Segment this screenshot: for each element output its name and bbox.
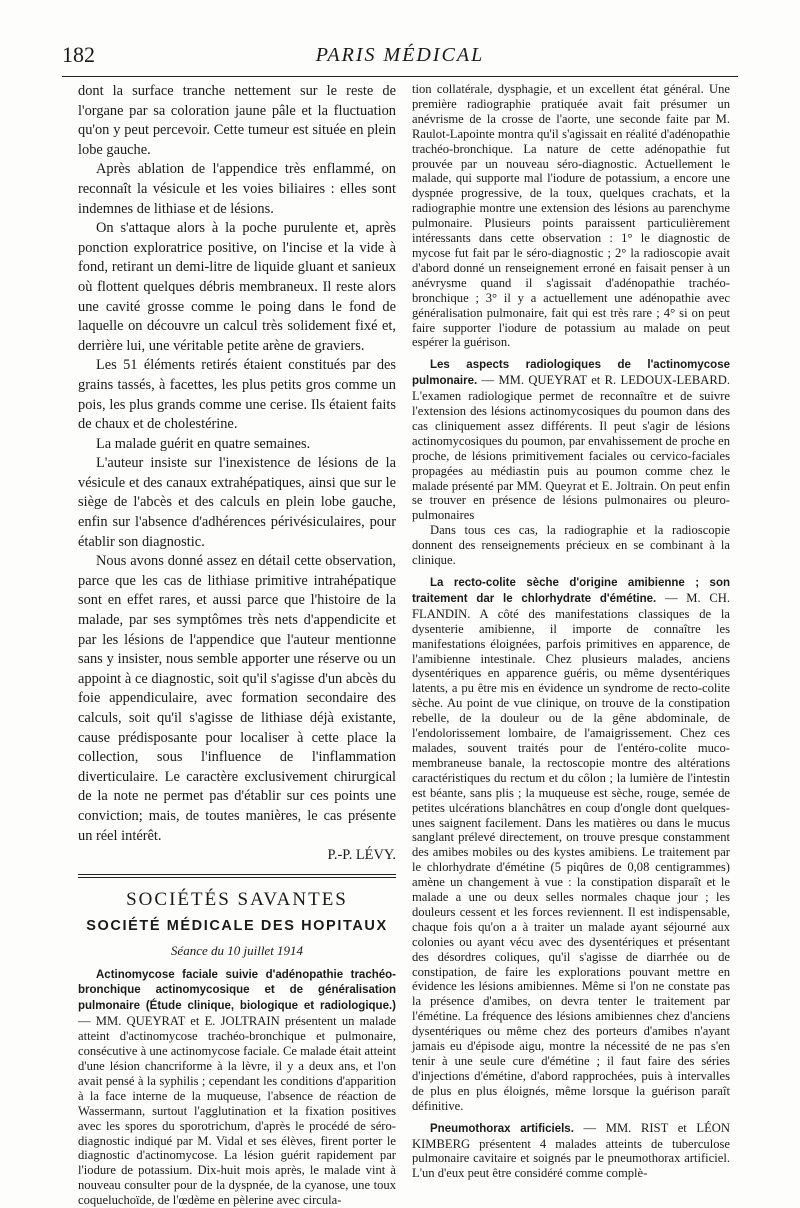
paragraph: Nous avons donné assez en détail cette observation, parce que les cas de lithiase primitive intrahépatique sont en effet rares, et aussi parce que l'histoire de la malade, par ses symptômes très nets d'appendicite et par les lésions de l'appendice que l'auteur mentionne sans y insister, nous semble apporter une réserve ou un appoint à ce diagnostic, soit qu'il s'agisse d'un abcès du foie appendiculaire, avec formation secondaire des calculs, soit qu'il s'agisse de lithiase déjà existante, cause prédisposante pour localiser à cette place la collection, sous l'influence de l'inflammation diverticulaire. Le caractère exclusivement chirurgical de la note ne permet pas d'établir sur ces points une conviction; mais, de toutes manières, le cas présente un réel intérêt. [78, 553, 396, 844]
society-heading: SOCIÉTÉ MÉDICALE DES HOPITAUX [86, 918, 388, 935]
paragraph: dont la surface tranche nettement sur le reste de l'organe par sa coloration jaune pâle et la fluctuation qu'on y peut percevoir. Cette tumeur est située en plein lobe gauche. [78, 83, 396, 158]
article-body: — MM. QUEYRAT et R. LEDOUX-LEBARD. L'examen radiologique permet de reconnaître et de suivre l'extension des lésions actinomycosiques du poumon dans des cas cliniquement assez différents. Il peut s'agir de lésions actinomycosiques du poumon, par envahissement de proche en proche, de lésions primitivement faciales ou cervico-faciales propagées au médiastin puis au poumon comme chez le malade présenté par MM. Queyrat et E. Joltrain. On peut enfin se trouver en présence de lésions pulmonaires ou pleuro-pulmonaires [412, 373, 730, 523]
article-title: Pneumothorax artificiels. [430, 1122, 574, 1135]
article [78, 967, 396, 1208]
page-number: 182 [62, 42, 95, 67]
article-body: — MM. QUEYRAT et E. JOLTRAIN présentent un malade atteint d'actinomycose trachéo-bronchique et pulmonaire, consécutive à une actinomycose faciale. Ce malade était atteint d'une lésion chancriforme à la lèvre, il y a deux ans, et l'on avait pensé à la syphilis ; cependant les conditions d'apparition à la face interne de la muqueuse, l'absence de réaction de Wassermann, surtout l'agglutination et la fixation positives avec les spores du sporotrichum, d'après le procédé de séro-diagnostic indiqué par M. Vidal et ses élèves, firent porter le diagnostic d'actinomycose. La lésion guérit rapidement par l'iodure de potassium. Dix-huit mois après, le malade vint à nouveau consulter pour de la dyspnée, de la cyanose, une toux coqueluchoïde, de l'œdème en pèlerine avec circula- [78, 1014, 396, 1208]
paragraph: Les 51 éléments retirés étaient constitués par des grains tassés, à facettes, les plus petits gros comme un pois, les plus grands comme une cerise. Ils étaient faits de chaux et de cholestérine. [78, 357, 396, 433]
article [412, 357, 730, 523]
divider [78, 874, 396, 875]
running-header [62, 40, 738, 77]
paragraph: Dans tous ces cas, la radiographie et la radioscopie donnent des renseignements précieux en se combinant à la clinique. [412, 523, 730, 568]
journal-title: PARIS MÉDICAL [315, 44, 485, 66]
paragraph: La malade guérit en quatre semaines. [96, 435, 311, 452]
paragraph: tion collatérale, dysphagie, et un excellent état général. Une première radiographie pratiquée avait fait présumer un anévrisme de la crosse de l'aorte, une seconde faite par M. Raulot-Lapointe montra qu'il s'agissait en réalité d'adénopathie trachéo-bronchique. La nature de cette adénopathie fut prouvée par un nouveau séro-diagnostic. Actuellement le malade, qui supporte mal l'iodure de potassium, a encore une dyspnée progressive, de la toux, quelques crachats, et la radiographie montre une extension des lésions au parenchyme pulmonaire. Plusieurs points paraissent particulièrement intéressants dans cette observation : 1° le diagnostic de mycose fut fait par le séro-diagnostic ; 2° la radioscopie avait d'abord donné un renseignement erroné en faisait penser à un anévrysme quand il s'agissait d'adénopathie trachéo-bronchique ; 3° il y a actuellement une adénopathie avec généralisation pulmonaire, fait qui est très rare ; 4° si on peut faire supporter l'iodure de potassium au malade on peut espérer la guérison. [412, 82, 730, 350]
article [412, 575, 730, 1114]
article-title: Les aspects radiologiques de l'actinomycose pulmonaire. [412, 359, 730, 388]
article-body: — M. CH. FLANDIN. A côté des manifestations classiques de la dysenterie amibienne, il importe de connaître les manifestations éloignées, parfois primitives en apparence, de l'amibienne intestinale. Chez plusieurs malades, anciens dysentériques en apparence guéris, ou même dysentériques latents, a pu être mis en évidence un syndrome de recto-colite sèche. Au point de vue clinique, on trouve de la constipation rebelle, de la douleur ou de la gêne abdominale, de l'endolorissement lombaire, de l'amaigrissement. Chez ces malades, souvent traités pour de l'entéro-colite muco-membraneuse banale, la rectoscopie montre des altérations caractéristiques du rectum et du côlon ; la lumière de l'intestin est béante, sans plis ; la muqueuse est sèche, rouge, semée de petites ulcérations blanchâtres en coup d'ongle dont quelques-unes saignent facilement. Dans les matières ou dans le mucus sanglant prélevé directement, on trouve presque constamment des amibes mobiles ou des kystes amibiens. Le traitement par le chlorhydrate d'émétine (5 piqûres de 0,08 centigrammes) amène un changement à vue : la constipation disparaît et le malade a une ou deux selles normales chaque jour ; les douleurs cessent et les forces reviennent. Il est indispensable, chaque fois qu'on a à traiter un malade ayant séjourné aux colonies ou ayant vécu avec des dysentériques et présentant des désordres coliques, qu'il s'agisse de diarrhée ou de constipation, de faire les explorations pouvant mettre en évidence les lésions amibiennes. Même si l'on ne constate pas la présence d'amibes, on devra tenter le traitement par l'émétine. La fréquence des lésions amibiennes chez d'anciens dysentériques ou même chez des porteurs d'amibes n'ayant jamais eu d'épisode aigu, montre la nécessité de ne pas s'en tenir à une seule cure d'émétine ; il faut faire des séries d'injections d'émétine, d'abord rapprochées, puis à intervalles de plus en plus éloignés, même lorsque la guérison paraît définitive. [412, 590, 731, 1113]
signature: P.-P. LÉVY. [327, 847, 396, 864]
left-column [78, 82, 396, 1208]
article-title: La recto-colite sèche d'origine amibienne ; son traitement dar le chlorhydrate d'émétine. [412, 577, 730, 605]
paragraph: On s'attaque alors à la poche purulente et, après ponction exploratrice positive, on l'incise et la vide à fond, retirant un demi-litre de liquide gluant et sanieux où flottent quelques débris membraneux. Il reste alors une cavité grosse comme le poing dans le fond de laquelle on découvre un calcul très solidement fixé et, derrière lui, une véritable petite arène de graviers. [78, 220, 396, 354]
article-title: Actinomycose faciale suivie d'adénopathie trachéo-bronchique actinomycosique et de généralisation pulmonaire (Étude clinique, biologique et radiologique.) [78, 968, 396, 1013]
right-column [412, 82, 730, 1181]
article-body: — MM. RIST et LÉON KIMBERG présentent 4 malades atteints de tuberculose pulmonaire cavitaire et soignés par le pneumothorax artificiel. L'un d'eux peut être considéré comme complè- [412, 1120, 731, 1181]
session-date: Séance du 10 juillet 1914 [170, 942, 304, 958]
article [412, 1121, 730, 1182]
paragraph: Après ablation de l'appendice très enflammé, on reconnaît la vésicule et les voies biliaires : elles sont indemnes de lithiase et de lésions. [78, 161, 396, 217]
divider [78, 877, 396, 878]
section-heading: SOCIÉTÉS SAVANTES [126, 888, 348, 910]
paragraph: L'auteur insiste sur l'inexistence de lésions de la vésicule et des canaux extrahépatiques, ainsi que sur le siège de l'abcès et des calculs en plein lobe gauche, enfin sur l'absence d'adhérences périvésiculaires, pour établir son diagnostic. [78, 455, 396, 550]
